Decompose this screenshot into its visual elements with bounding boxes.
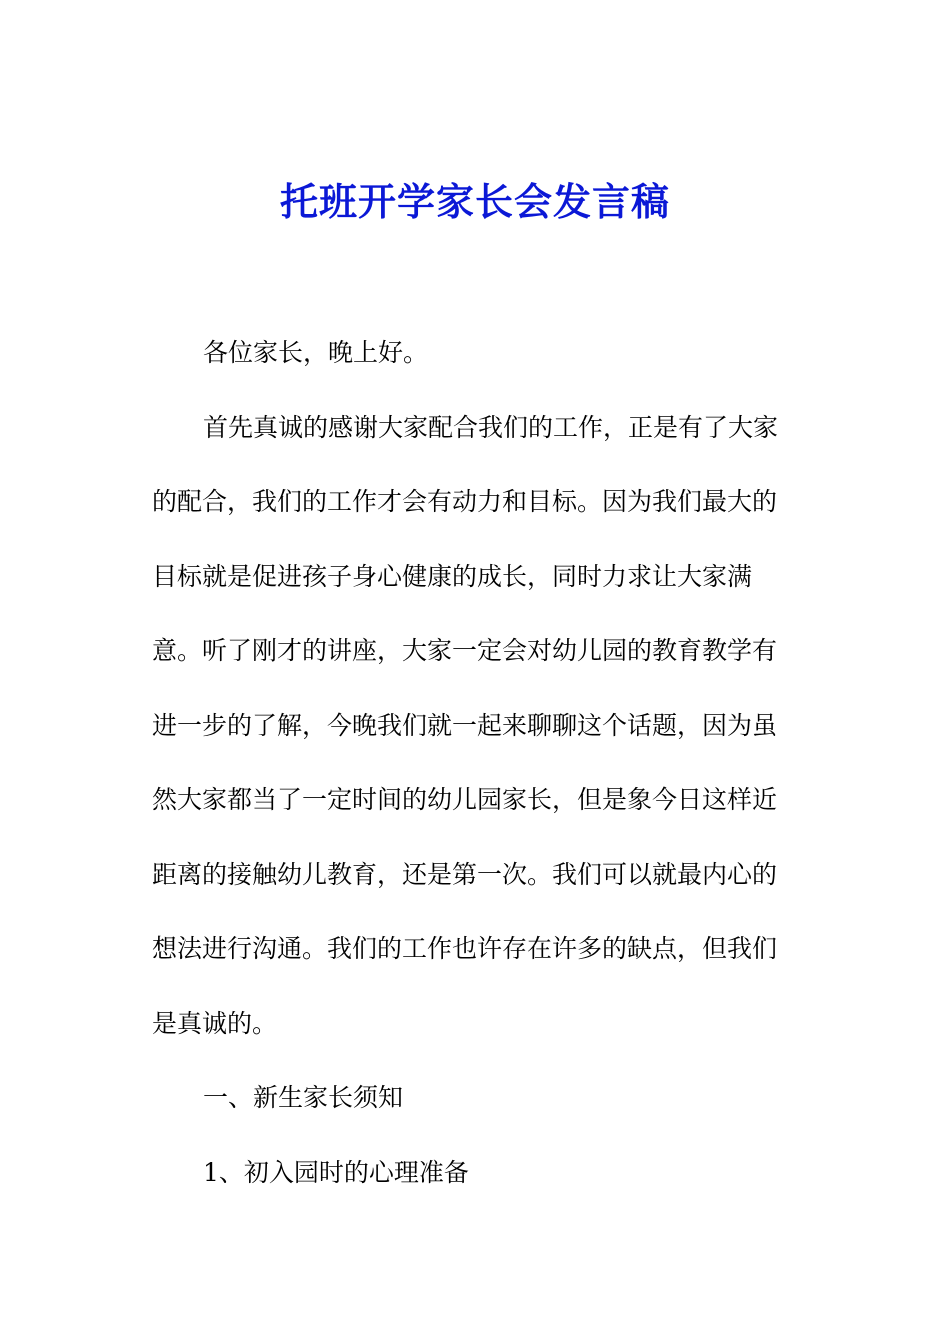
document-title: 托班开学家长会发言稿 <box>279 179 670 224</box>
paragraph-line: 目标就是促进孩子身心健康的成长，同时力求让大家满 <box>152 561 753 591</box>
document-body <box>152 326 792 1220</box>
paragraph-line: 的配合，我们的工作才会有动力和目标。因为我们最大的 <box>152 487 778 516</box>
paragraph-line: 首先真诚的感谢大家配合我们的工作，正是有了大家 <box>203 412 779 442</box>
subsection-heading: 1、初入园时的心理准备 <box>203 1157 469 1187</box>
paragraph-line: 意。听了刚才的讲座，大家一定会对幼儿园的教育教学有 <box>152 636 778 665</box>
section-heading: 一、新生家长须知 <box>203 1083 404 1112</box>
paragraph-line: 想法进行沟通。我们的工作也许存在许多的缺点，但我们 <box>152 934 778 963</box>
paragraph-line: 各位家长，晚上好。 <box>203 338 429 367</box>
paragraph-line: 是真诚的。 <box>152 1008 278 1038</box>
paragraph-line: 距离的接触幼儿教育，还是第一次。我们可以就最内心的 <box>152 859 778 889</box>
paragraph-line: 进一步的了解，今晚我们就一起来聊聊这个话题，因为虽 <box>152 710 778 740</box>
paragraph-line: 然大家都当了一定时间的幼儿园家长，但是象今日这样近 <box>152 785 778 814</box>
